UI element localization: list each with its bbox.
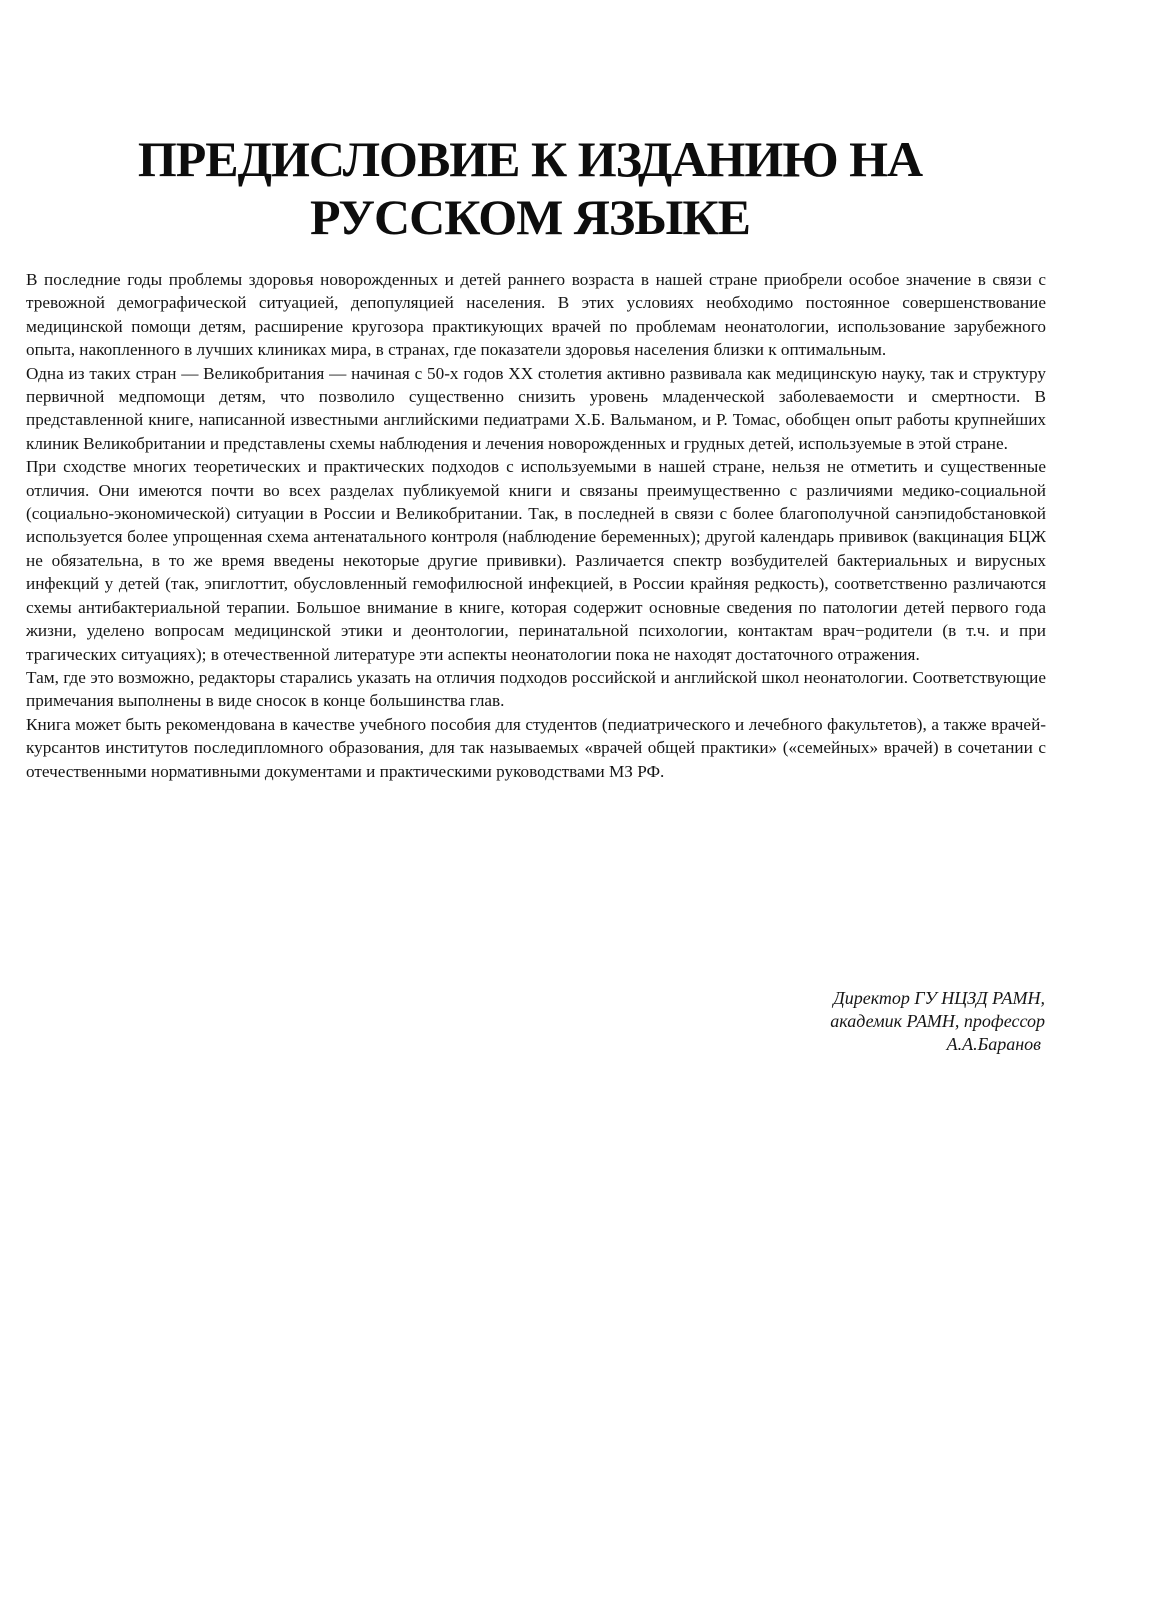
- paragraph: При сходстве многих теоретических и практических подходов с используемыми в нашей стране, нельзя не отметить и существенные отличия. Они имеются почти во всех разделах публикуемой книги и связаны преимущественно с различиями медико-социальной (социально-экономической) ситуации в России и Великобритании. Так, в последней в связи с более благополучной санэпидобстановкой используется более упрощенная схема антенатального контроля (наблюдение беременных); другой календарь прививок (вакцинация БЦЖ не обязательна, в то же время введены некоторые другие прививки). Различается спектр возбудителей бактериальных и вирусных инфекций у детей (так, эпиглоттит, обусловленный гемофилюсной инфекцией, в России крайняя редкость), соответственно различаются схемы антибактериальной терапии. Большое внимание в книге, которая содержит основные сведения по патологии детей первого года жизни, уделено вопросам медицинской этики и деонтологии, перинатальной психологии, контактам врач−родители (в т.ч. и при трагических ситуациях); в отечественной литературе эти аспекты неонатологии пока не находят достаточного отражения.: [26, 457, 1046, 664]
- paragraph: Там, где это возможно, редакторы старались указать на отличия подходов российской и английской школ неонатологии. Соответствующие примечания выполнены в виде сносок в конце большинства глав.: [26, 667, 1046, 711]
- signature-name: А.А.Баранов: [946, 1034, 1041, 1054]
- paragraph: В последние годы проблемы здоровья новорожденных и детей раннего возраста в нашей стране приобрели особое значение в связи с тревожной демографической ситуацией, депопуляцией населения. В этих условиях необходимо постоянное совершенствование медицинской помощи детям, расширение кругозора практикующих врачей по проблемам неонатологии, использование зарубежного опыта, накопленного в лучших клиниках мира, в странах, где показатели здоровья населения близки к оптимальным.: [26, 270, 1046, 360]
- signature-block: [645, 987, 1045, 1056]
- paragraph: Одна из таких стран — Великобритания — начиная с 50-х годов XX столетия активно развивала как медицинскую науку, так и структуру первичной медпомощи детям, что позволило существенно снизить уровень младенческой заболеваемости и смертности. В представленной книге, написанной известными английскими педиатрами Х.Б. Вальманом, и Р. Томас, обобщен опыт работы крупнейших клиник Великобритании и представлены схемы наблюдения и лечения новорожденных и грудных детей, используемые в этой стране.: [26, 363, 1046, 453]
- preface-body: [26, 268, 1046, 783]
- signature-title: академик РАМН, профессор: [830, 1011, 1045, 1031]
- signature-position: Директор ГУ НЦЗД РАМН,: [833, 988, 1045, 1008]
- title-line-1: ПРЕДИСЛОВИЕ К ИЗДАНИЮ НА: [137, 131, 923, 187]
- page-title: [60, 130, 1000, 246]
- title-line-2: РУССКОМ ЯЗЫКЕ: [309, 189, 750, 245]
- paragraph: Книга может быть рекомендована в качестве учебного пособия для студентов (педиатрического и лечебного факультетов), а также врачей-курсантов институтов последипломного образования, для так называемых «врачей общей практики» («семейных» врачей) в сочетании с отечественными нормативными документами и практическими руководствами МЗ РФ.: [26, 714, 1046, 781]
